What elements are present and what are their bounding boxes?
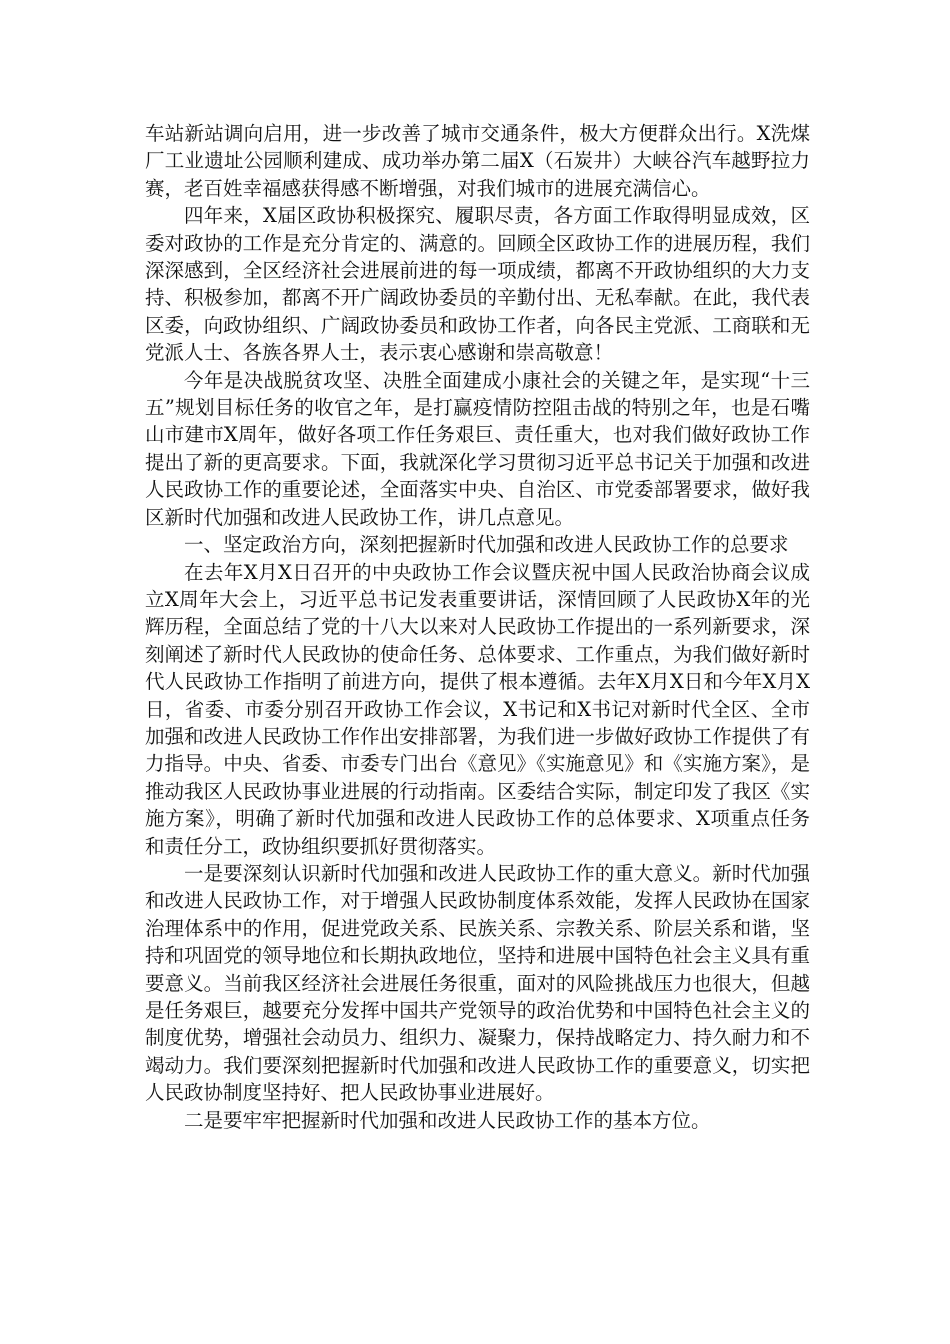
- paragraph: 在去年X月X日召开的中央政协工作会议暨庆祝中国人民政治协商会议成立X周年大会上，习近平总书记发表重要讲话，深情回顾了人民政协X年的光辉历程，全面总结了党的十八大以来对人民政协工作提出的一系列新要求，深刻阐述了新时代人民政协的使命任务、总体要求、工作重点，为我们做好新时代人民政协工作指明了前进方向，提供了根本遵循。去年X月X日和今年X月X日，省委、市委分别召开政协工作会议，X书记和X书记对新时代全区、全市加强和改进人民政协工作作出安排部署，为我们进一步做好政协工作提供了有力指导。中央、省委、市委专门出台《意见》《实施意见》和《实施方案》，是推动我区人民政协事业进展的行动指南。区委结合实际，制定印发了我区《实施方案》，明确了新时代加强和改进人民政协工作的总体要求、X项重点任务和责任分工，政协组织要抓好贯彻落实。: [145, 560, 810, 858]
- paragraph: 二是要牢牢把握新时代加强和改进人民政协工作的基本方位。: [184, 1108, 711, 1132]
- paragraph: 今年是决战脱贫攻坚、决胜全面建成小康社会的关键之年，是实现“十三五”规划目标任务的收官之年，是打赢疫情防控阻击战的特别之年，也是石嘴山市建市X周年，做好各项工作任务艰巨、责任重大，也对我们做好政协工作提出了新的更高要求。下面，我就深化学习贯彻习近平总书记关于加强和改进人民政协工作的重要论述，全面落实中央、自治区、市党委部署要求，做好我区新时代加强和改进人民政协工作，讲几点意见。: [145, 368, 810, 529]
- paragraph: 车站新站调向启用，进一步改善了城市交通条件，极大方便群众出行。X洗煤厂工业遗址公园顺利建成、成功举办第二届X（石炭井）大峡谷汽车越野拉力赛，老百姓幸福感获得感不断增强，对我们城市的进展充满信心。: [145, 122, 810, 200]
- paragraph: 一是要深刻认识新时代加强和改进人民政协工作的重大意义。新时代加强和改进人民政协工作，对于增强人民政协制度体系效能，发挥人民政协在国家治理体系中的作用，促进党政关系、民族关系、宗教关系、阶层关系和谐，坚持和巩固党的领导地位和长期执政地位，坚持和进展中国特色社会主义具有重要意义。当前我区经济社会进展任务很重，面对的风险挑战压力也很大，但越是任务艰巨，越要充分发挥中国共产党领导的政治优势和中国特色社会主义的制度优势，增强社会动员力、组织力、凝聚力，保持战略定力、持久耐力和不竭动力。我们要深刻把握新时代加强和改进人民政协工作的重要意义，切实把人民政协制度坚持好、把人民政协事业进展好。: [145, 861, 810, 1105]
- paragraph: 四年来，X届区政协积极探究、履职尽责，各方面工作取得明显成效，区委对政协的工作是充分肯定的、满意的。回顾全区政协工作的进展历程，我们深深感到，全区经济社会进展前进的每一项成绩，都离不开政协组织的大力支持、积极参加，都离不开广阔政协委员的辛勤付出、无私奉献。在此，我代表区委，向政协组织、广阔政协委员和政协工作者，向各民主党派、工商联和无党派人士、各族各界人士，表示衷心感谢和崇高敬意！: [145, 204, 810, 365]
- document-body: [145, 120, 810, 1134]
- section-heading: 一、坚定政治方向，深刻把握新时代加强和改进人民政协工作的总要求: [184, 533, 789, 557]
